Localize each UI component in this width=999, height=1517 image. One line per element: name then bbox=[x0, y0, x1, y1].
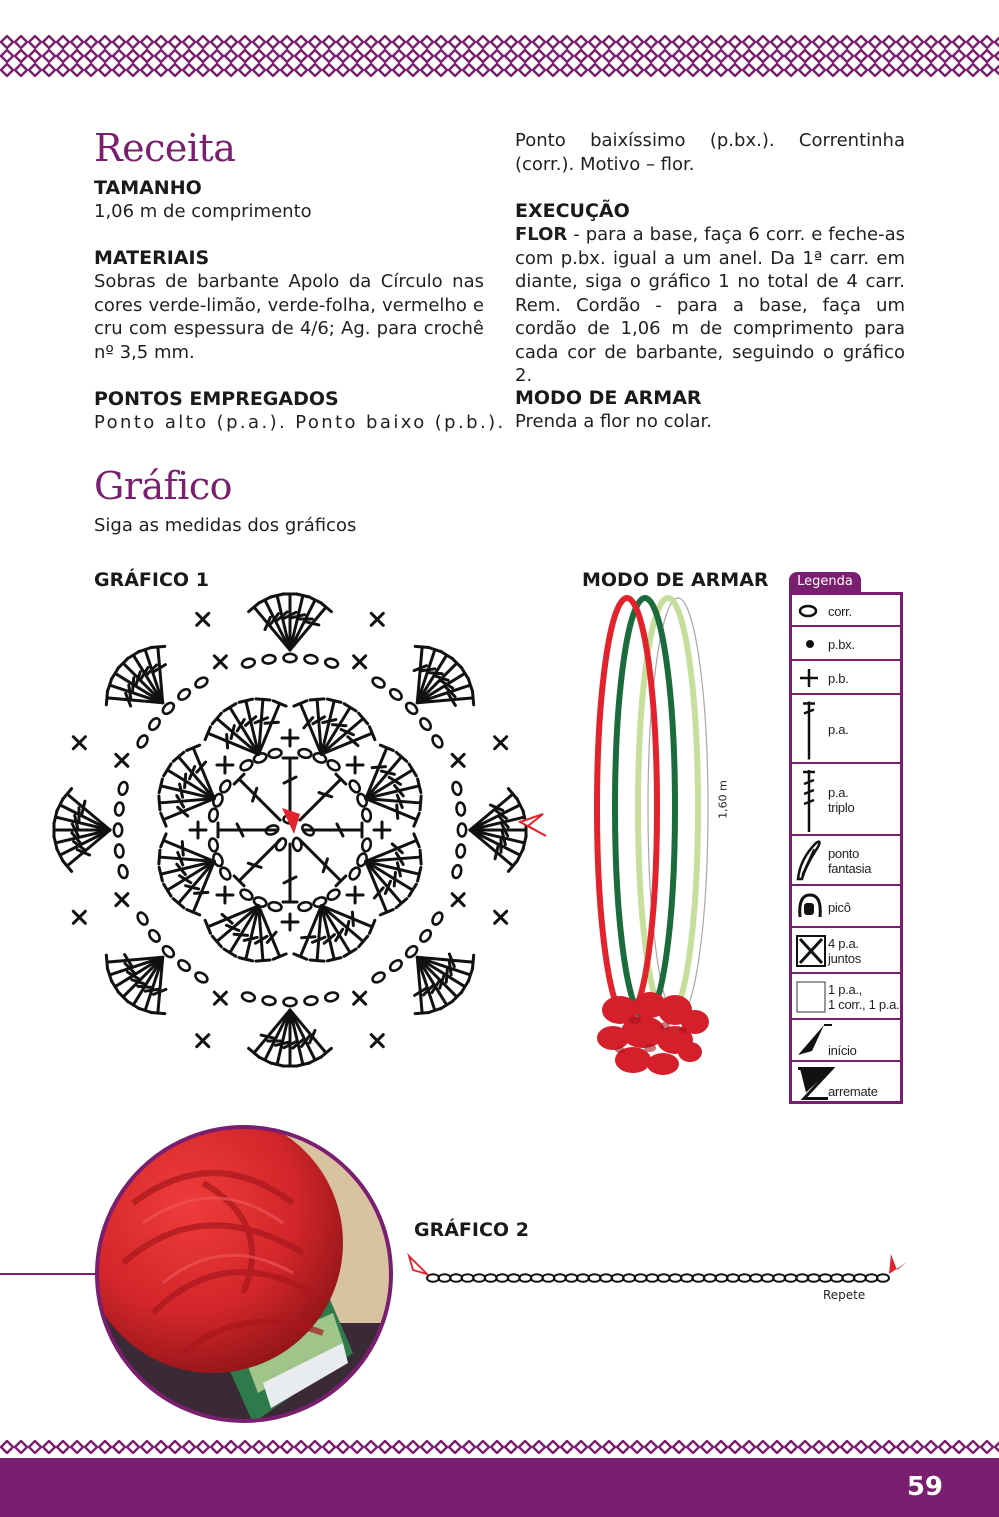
execucao-heading: EXECUÇÃO bbox=[515, 200, 630, 222]
chain-stitch bbox=[239, 758, 254, 772]
double-crochet bbox=[290, 1010, 321, 1063]
chain-stitch bbox=[473, 1274, 485, 1282]
chain-stitch bbox=[388, 958, 403, 973]
single-crochet bbox=[282, 730, 298, 746]
chain-stitch bbox=[430, 911, 444, 926]
bottom-bar bbox=[0, 1458, 999, 1517]
necklace-illustration bbox=[575, 590, 745, 1090]
chain-stitch bbox=[496, 1274, 508, 1282]
chain-stitch bbox=[462, 1274, 474, 1282]
chain-stitch bbox=[418, 716, 433, 731]
pontos-continued-text: Ponto baixíssimo (p.bx.). Correntinha (corr.). Motivo – flor. bbox=[515, 130, 905, 175]
chain-stitch bbox=[268, 901, 282, 912]
chain-stitch bbox=[456, 844, 466, 858]
legend-row-11 bbox=[792, 1062, 900, 1101]
legend-label: ponto fantasia bbox=[828, 846, 872, 876]
legend-row-4 bbox=[792, 695, 900, 764]
flower-cluster bbox=[597, 992, 709, 1075]
chain-stitch bbox=[635, 1274, 647, 1282]
cross-stitch bbox=[371, 1035, 383, 1047]
chain-stitch bbox=[554, 1274, 566, 1282]
chain-stitch bbox=[658, 1274, 670, 1282]
chain-stitch bbox=[565, 1274, 577, 1282]
single-crochet bbox=[282, 914, 298, 930]
cross-stitch bbox=[495, 737, 507, 749]
chain-stitch bbox=[284, 654, 297, 662]
chain-stitch bbox=[430, 734, 444, 749]
cross-stitch bbox=[116, 754, 128, 766]
repete-label: Repete bbox=[823, 1288, 866, 1302]
chain-stitch bbox=[147, 716, 162, 731]
chain-stitch bbox=[361, 808, 372, 822]
chain-stitch bbox=[298, 901, 312, 912]
chain-stitch bbox=[485, 1274, 497, 1282]
chain-stitch bbox=[439, 1274, 451, 1282]
double-crochet bbox=[259, 597, 290, 650]
legend-row-10 bbox=[792, 1020, 900, 1062]
grafico-title: Gráfico bbox=[94, 464, 233, 508]
flor-text: - para a base, faça 6 corr. e feche-as com p.bx. igual a um anel. Da 1ª carr. em diante, siga o gráfico 1 no total de 4 carr. Rem. Cordão - para a base, faça um cordão de 1,06 m de comprimento para cada cor de barbante, seguindo o gráfico 2. bbox=[515, 224, 905, 386]
chain-stitch bbox=[241, 991, 256, 1002]
legend-label: arremate bbox=[828, 1084, 878, 1099]
legend-title: Legenda bbox=[789, 572, 861, 592]
legend-row-1 bbox=[792, 595, 900, 627]
recipe-title: Receita bbox=[94, 126, 236, 170]
chain-stitch bbox=[854, 1274, 866, 1282]
chain-stitch bbox=[268, 748, 282, 759]
chain-stitch bbox=[612, 1274, 624, 1282]
chain-stitch bbox=[762, 1274, 774, 1282]
double-crochet bbox=[470, 799, 523, 830]
modo-armar-label: MODO DE ARMAR bbox=[582, 569, 769, 591]
double-crochet bbox=[57, 830, 110, 861]
legend-label: 4 p.a. juntos bbox=[828, 936, 861, 966]
chain-stitch bbox=[326, 758, 341, 772]
chain-stitch bbox=[589, 1274, 601, 1282]
chain-stitch bbox=[208, 838, 219, 852]
pontos-heading: PONTOS EMPREGADOS bbox=[94, 388, 339, 410]
legend-row-7 bbox=[792, 886, 900, 928]
cross-stitch bbox=[371, 613, 383, 625]
chain-stitch bbox=[388, 687, 403, 702]
grafico2-label: GRÁFICO 2 bbox=[414, 1219, 529, 1241]
chain-stitch bbox=[819, 1274, 831, 1282]
legend-box bbox=[789, 592, 903, 1104]
grafico-subtitle: Siga as medidas dos gráficos bbox=[94, 515, 357, 536]
chain-stitch bbox=[136, 911, 150, 926]
grafico1-label: GRÁFICO 1 bbox=[94, 569, 209, 591]
tamanho-heading: TAMANHO bbox=[94, 177, 202, 199]
legend-row-6 bbox=[792, 836, 900, 886]
single-crochet bbox=[374, 822, 390, 838]
cross-stitch bbox=[452, 754, 464, 766]
single-crochet bbox=[347, 887, 363, 903]
legend-label: p.a. triplo bbox=[828, 785, 855, 815]
chain-stitch bbox=[577, 1274, 589, 1282]
page-number: 59 bbox=[906, 1472, 943, 1502]
chain-stitch bbox=[361, 838, 372, 852]
chain-stitch bbox=[284, 998, 297, 1006]
measure-label: 1,60 m bbox=[716, 780, 730, 819]
legend-label: p.b. bbox=[828, 670, 849, 686]
single-crochet bbox=[217, 757, 233, 773]
flower-photo bbox=[93, 1123, 395, 1425]
chain-stitch bbox=[147, 928, 162, 943]
chain-stitch bbox=[785, 1274, 797, 1282]
chain-stitch bbox=[519, 1274, 531, 1282]
tamanho-text: 1,06 m de comprimento bbox=[94, 201, 312, 222]
modo-text: Prenda a flor no colar. bbox=[515, 411, 712, 432]
chain-stitch bbox=[304, 654, 318, 664]
chain-stitch bbox=[458, 824, 466, 837]
chain-stitch bbox=[298, 748, 312, 759]
cross-stitch bbox=[73, 911, 85, 923]
legend-row-8 bbox=[792, 928, 900, 974]
chain-stitch bbox=[241, 657, 256, 668]
legend-label: 1 p.a., 1 corr., 1 p.a. bbox=[828, 982, 900, 1012]
pontos-text: Ponto alto (p.a.). Ponto baixo (p.b.). bbox=[94, 412, 506, 433]
cross-stitch bbox=[495, 911, 507, 923]
legend-row-5 bbox=[792, 764, 900, 836]
cross-stitch bbox=[452, 894, 464, 906]
chain-stitch bbox=[324, 991, 339, 1002]
chain-stitch bbox=[681, 1274, 693, 1282]
chain-stitch bbox=[262, 996, 276, 1006]
legend-label: p.bx. bbox=[828, 636, 855, 652]
chain-stitch bbox=[877, 1274, 889, 1282]
chain-stitch bbox=[451, 864, 462, 879]
cross-stitch bbox=[73, 737, 85, 749]
chain-stitch bbox=[450, 1274, 462, 1282]
chain-stitch bbox=[865, 1274, 877, 1282]
start-arrow-icon bbox=[409, 1256, 427, 1274]
single-crochet bbox=[217, 887, 233, 903]
cross-stitch bbox=[214, 656, 226, 668]
cross-stitch bbox=[214, 992, 226, 1004]
chain-stitch bbox=[218, 866, 232, 881]
chain-stitch bbox=[600, 1274, 612, 1282]
chain-stitch bbox=[176, 687, 191, 702]
chain-stitch bbox=[371, 676, 386, 690]
crochet-flower-chart bbox=[50, 590, 560, 1070]
chain-stitch bbox=[326, 888, 341, 902]
double-crochet bbox=[300, 840, 346, 886]
chain-stitch bbox=[646, 1274, 658, 1282]
chain-stitch bbox=[796, 1274, 808, 1282]
cross-stitch bbox=[197, 1035, 209, 1047]
modo-heading: MODO DE ARMAR bbox=[515, 387, 702, 409]
chain-stitch bbox=[348, 866, 362, 881]
chain-stitch bbox=[117, 781, 128, 796]
chain-stitch bbox=[831, 1274, 843, 1282]
double-crochet bbox=[300, 774, 346, 820]
chain-stitch bbox=[324, 657, 339, 668]
chain-stitch bbox=[348, 779, 362, 794]
cross-stitch bbox=[116, 894, 128, 906]
chain-stitch bbox=[114, 802, 124, 816]
materiais-text: Sobras de barbante Apolo da Círculo nas cores verde-limão, verde-folha, vermelho e cru com espessura de 4/6; Ag. para crochê nº 3,5 mm. bbox=[94, 271, 484, 363]
chain-stitch bbox=[194, 970, 209, 984]
chain-stitch bbox=[418, 928, 433, 943]
chain-stitch bbox=[117, 864, 128, 879]
chain-stitch bbox=[208, 808, 219, 822]
chain-stitch bbox=[194, 676, 209, 690]
chain-stitch bbox=[114, 824, 122, 837]
chain-stitch bbox=[750, 1274, 762, 1282]
legend-row-2 bbox=[792, 627, 900, 661]
flor-label: FLOR bbox=[515, 224, 568, 245]
double-crochet bbox=[283, 844, 297, 902]
legend-label: corr. bbox=[828, 603, 852, 619]
top-border-pattern bbox=[0, 35, 999, 77]
chain-stitch bbox=[114, 844, 124, 858]
chain-stitch bbox=[176, 958, 191, 973]
materiais-heading: MATERIAIS bbox=[94, 247, 210, 269]
finish-arrow-icon bbox=[889, 1254, 907, 1274]
chain-stitch bbox=[371, 970, 386, 984]
chain-stitch bbox=[531, 1274, 543, 1282]
chain-stitch bbox=[218, 779, 232, 794]
legend-label: início bbox=[828, 1043, 857, 1058]
execucao-text bbox=[515, 223, 905, 388]
legend-row-3 bbox=[792, 661, 900, 695]
chain-stitch bbox=[304, 996, 318, 1006]
chain-chart bbox=[405, 1248, 915, 1288]
chain-stitch bbox=[542, 1274, 554, 1282]
chain-stitch bbox=[704, 1274, 716, 1282]
cross-stitch bbox=[197, 613, 209, 625]
chain-stitch bbox=[136, 734, 150, 749]
legend-label: p.a. bbox=[828, 722, 849, 737]
double-crochet bbox=[234, 774, 280, 820]
cross-stitch bbox=[354, 992, 366, 1004]
chain-stitch bbox=[773, 1274, 785, 1282]
chain-stitch bbox=[623, 1274, 635, 1282]
chain-stitch bbox=[727, 1274, 739, 1282]
double-crochet bbox=[234, 840, 280, 886]
chain-stitch bbox=[739, 1274, 751, 1282]
chain-stitch bbox=[239, 888, 254, 902]
cross-stitch bbox=[354, 656, 366, 668]
chain-stitch bbox=[692, 1274, 704, 1282]
chain-stitch bbox=[842, 1274, 854, 1282]
legend-row-9 bbox=[792, 974, 900, 1020]
chain-stitch bbox=[808, 1274, 820, 1282]
chain-stitch bbox=[262, 654, 276, 664]
chain-stitch bbox=[669, 1274, 681, 1282]
chain-stitch bbox=[456, 802, 466, 816]
chain-stitch bbox=[508, 1274, 520, 1282]
chain-stitch bbox=[451, 781, 462, 796]
legend-label: picô bbox=[828, 899, 851, 915]
single-crochet bbox=[190, 822, 206, 838]
chain-stitch bbox=[715, 1274, 727, 1282]
bottom-border-pattern bbox=[0, 1440, 999, 1454]
single-crochet bbox=[347, 757, 363, 773]
double-crochet bbox=[283, 758, 297, 816]
